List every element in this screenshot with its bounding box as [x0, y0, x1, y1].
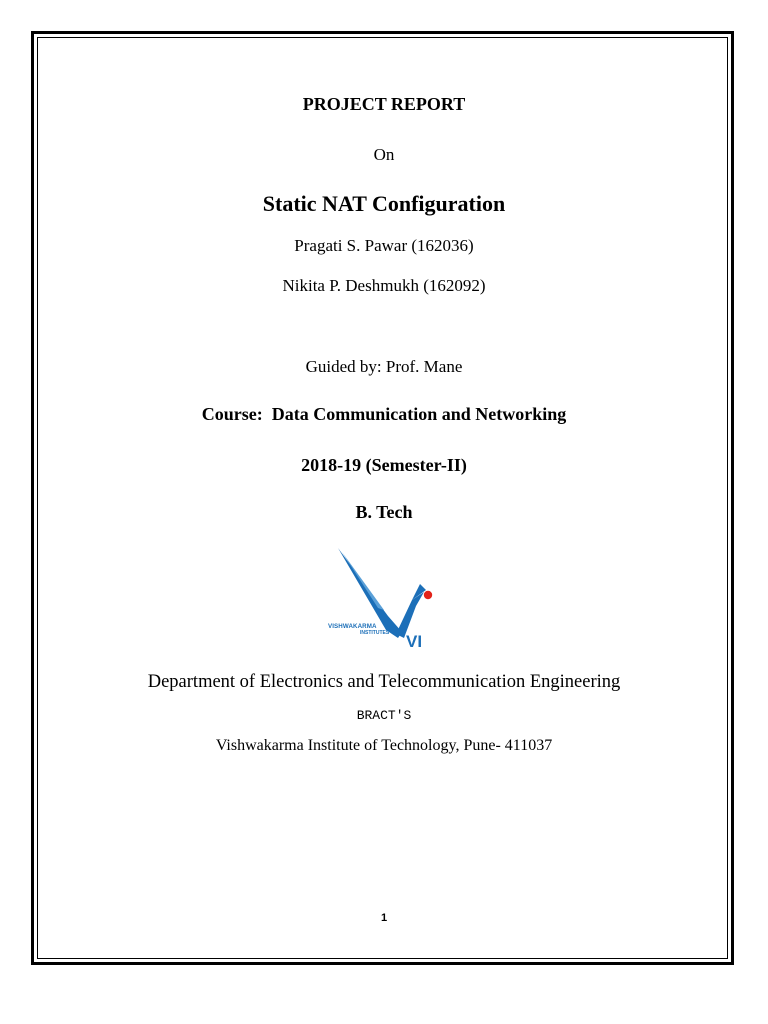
- institute-name: Vishwakarma Institute of Technology, Pune- 411037: [215, 737, 553, 754]
- bract-label: BRACT'S: [356, 708, 412, 723]
- logo-org-line-2: INSTITUTES: [360, 630, 390, 636]
- on-label: On: [373, 145, 395, 164]
- logo-initials: VI: [406, 632, 423, 651]
- author-1: Pragati S. Pawar (162036): [294, 236, 474, 255]
- author-2: Nikita P. Deshmukh (162092): [282, 276, 486, 295]
- project-title: Static NAT Configuration: [262, 191, 506, 216]
- page-border-inner: [37, 37, 728, 959]
- guide-line: Guided by: Prof. Mane: [305, 357, 463, 376]
- logo-org-line-1: VISHWAKARMA: [328, 623, 377, 630]
- academic-year: 2018-19 (Semester-II): [301, 455, 467, 475]
- department-name: Department of Electronics and Telecommunication Engineering: [147, 672, 621, 692]
- page-number: 1: [380, 912, 388, 924]
- degree-label: B. Tech: [355, 502, 413, 522]
- report-heading: PROJECT REPORT: [302, 94, 466, 114]
- vishwakarma-institutes-logo-icon: [328, 544, 440, 652]
- course-line: Course: Data Communication and Networking: [201, 404, 567, 424]
